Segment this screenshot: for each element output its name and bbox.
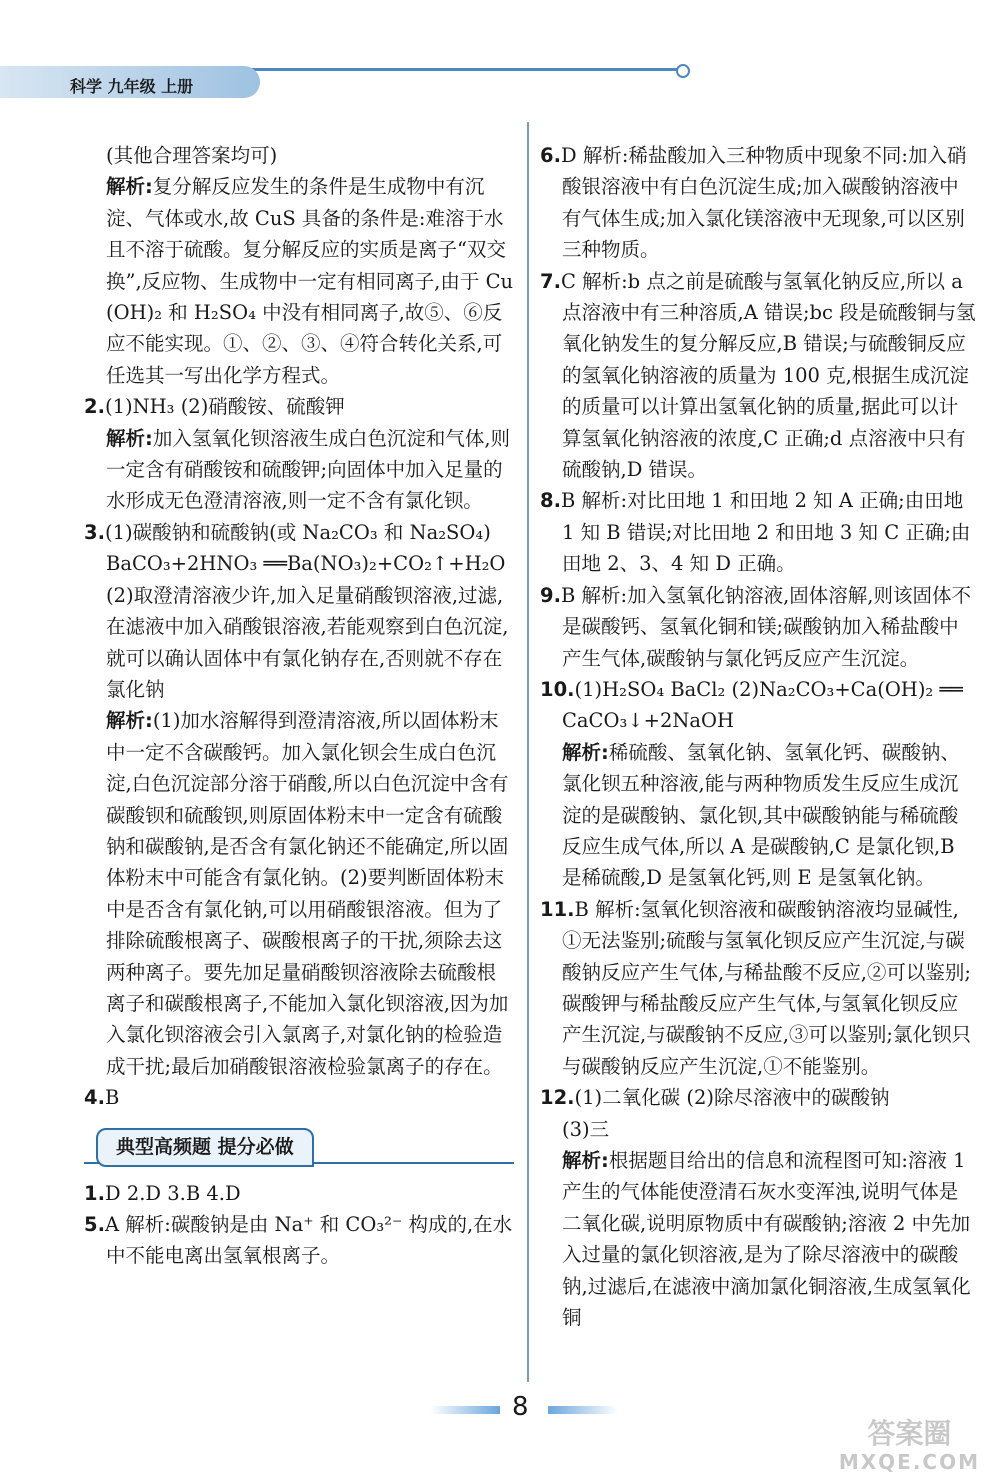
answer-item [540,1114,976,1145]
answer-text: (1)NH₃ (2)硝酸铵、硫酸钾 [104,395,345,419]
analysis-label: 解析: [106,426,153,450]
answer-item [540,1082,976,1113]
answer-text: C 解析:b 点之前是硫酸与氢氧化钠反应,所以 a 点溶液中有三种溶质,A 错误;bc 段是硫酸铜与氢氧化钠发生的复分解反应,B 错误;与硫酸铜反应的氢氧化钠溶液的质量为 100 克,根据生成沉淀的质量可以计算出氢氧化钠的质量,据此可以计算氢氧化钠溶液的浓度,C 正确;d 点溶液中只有硫酸钠,D 错误。 [560,269,976,482]
answer-text: 加入氢氧化钡溶液生成白色沉淀和气体,则一定含有硝酸铵和硫酸钾;向固体中加入足量的水形成无色澄清溶液,则一定不含有氯化钡。 [106,426,511,513]
analysis-label: 解析: [106,709,153,733]
left-column [84,140,514,1272]
watermark-line1: 答案圈 [867,1417,952,1450]
answer-text: 根据题目给出的信息和流程图可知:溶液 1 产生的气体能使澄清石灰水变浑浊,说明气体是二氧化碳,说明原物质中有碳酸钠;溶液 2 中先加入过量的氯化钡溶液,是为了除尽溶液中的碳酸钠,过滤后,在滤液中滴加氯化铜溶液,生成氢氧化铜 [562,1149,971,1330]
answer-item [540,140,976,266]
answer-number: 5. [84,1213,105,1236]
answer-item [84,1209,514,1272]
answer-item [84,517,514,548]
answer-item [540,894,976,1082]
answer-item [540,485,976,579]
answer-number: 12. [540,1086,575,1110]
section-title: 典型高频题 提分必做 [96,1128,314,1167]
right-answer-list [540,140,976,1333]
left-answer-list-2 [84,1178,514,1272]
answer-text: (1)二氧化碳 (2)除尽溶液中的碳酸钠 [574,1086,890,1110]
section-heading [84,1124,514,1172]
answer-text: B 解析:加入氢氧化钠溶液,固体溶解,则该固体不是碳酸钙、氢氧化铜和镁;碳酸钠加入稀盐酸中产生气体,碳酸钠与氯化钙反应产生沉淀。 [560,583,971,670]
answer-item [84,580,514,706]
left-answer-list [84,140,514,1114]
analysis-label: 解析: [562,1149,609,1172]
answer-number: 8. [540,489,561,513]
answer-number: 1. [84,1181,105,1205]
answer-text: D 解析:稀盐酸加入三种物质中现象不同:加入硝酸银溶液中有白色沉淀生成;加入碳酸钠溶液中有气体生成;加入氯化镁溶液中无现象,可以区别三种物质。 [560,144,967,262]
answer-text: (2)取澄清溶液少许,加入足量硝酸钡溶液,过滤,在滤液中加入硝酸银溶液,若能观察到白色沉淀,就可以确认固体中有氯化钠存在,否则就不存在氯化钠 [106,583,509,701]
header-dot [676,64,690,78]
answer-number: 6. [540,144,561,167]
answer-item [540,737,976,894]
right-column [540,140,976,1333]
answer-text: (1)碳酸钠和硫酸钠(或 Na₂CO₃ 和 Na₂SO₄) [104,520,491,544]
answer-text: (1)H₂SO₄ BaCl₂ (2)Na₂CO₃+Ca(OH)₂ ══CaCO₃↓+2NaOH [562,677,963,733]
footer-bar-left [430,1406,500,1414]
page-number: 8 [512,1392,529,1422]
answer-item [540,266,976,486]
header-title: 科学 九年级 上册 [70,77,194,96]
answer-number: 11. [540,897,575,921]
answer-text: 复分解反应发生的条件是生成物中有沉淀、气体或水,故 CuS 具备的条件是:难溶于水且不溶于硫酸。复分解反应的实质是离子“双交换”,反应物、生成物中一定有相同离子,由于 Cu(OH)₂ 和 H₂SO₄ 中没有相同离子,故⑤、⑥反应不能实现。①、②、③、④符合转化关系,可任选其一写出化学方程式。 [106,175,514,387]
answer-item [540,580,976,674]
page-header [0,58,700,100]
answer-item [84,705,514,1082]
answer-number: 9. [540,583,561,607]
answer-text: BaCO₃+2HNO₃ ══Ba(NO₃)₂+CO₂↑+H₂O [106,552,506,576]
answer-text: (其他合理答案均可) [106,144,278,167]
answer-item [84,1178,514,1209]
answer-number: 4. [84,1086,105,1110]
answer-item [84,391,514,422]
answer-number: 2. [84,395,105,419]
answer-text: B 解析:氢氧化钡溶液和碳酸钠溶液均显碱性,①无法鉴别;硫酸与氢氧化钡反应产生沉淀,与碳酸钠反应产生气体,与稀盐酸不反应,②可以鉴别;碳酸钾与稀盐酸反应产生气体,与氢氧化钡反应产生沉淀,与碳酸钠不反应,③可以鉴别;氯化钡只与碳酸钠反应产生沉淀,①不能鉴别。 [562,897,971,1078]
watermark-line2: MXQE.COM [838,1450,980,1474]
answer-number: 7. [540,269,561,293]
answer-text: (1)加水溶解得到澄清溶液,所以固体粉末中一定不含碳酸钙。加入氯化钡会生成白色沉淀,白色沉淀部分溶于硝酸,所以白色沉淀中含有碳酸钡和硫酸钡,则原固体粉末中一定含有硫酸钠和碳酸钠,是否含有氯化钠还不能确定,所以固体粉末中可能含有氯化钠。(2)要判断固体粉末中是否含有氯化钠,可以用硝酸银溶液。但为了排除硫酸根离子、碳酸根离子的干扰,须除去这两种离子。要先加足量硝酸钡溶液除去硫酸根离子和碳酸根离子,不能加入氯化钡溶液,因为加入氯化钡溶液会引入氯离子,对氯化钠的检验造成干扰;最后加硝酸银溶液检验氯离子的存在。 [106,709,509,1078]
analysis-label: 解析: [562,740,609,764]
answer-text: D 2.D 3.B 4.D [104,1181,241,1205]
answer-item [540,674,976,737]
answer-item [84,140,514,171]
answer-number: 10. [540,677,575,701]
answer-item [84,423,514,517]
column-divider [527,122,529,1382]
analysis-label: 解析: [106,175,153,199]
footer-bar-right [548,1406,618,1414]
answer-text: A 解析:碳酸钠是由 Na⁺ 和 CO₃²⁻ 构成的,在水中不能电离出氢氧根离子。 [104,1213,513,1268]
answer-item [84,1082,514,1113]
answer-number: 3. [84,520,105,544]
answer-item [84,171,514,391]
answer-text: B 解析:对比田地 1 和田地 2 知 A 正确;由田地 1 知 B 错误;对比田地 2 和田地 3 知 C 正确;由田地 2、3、4 知 D 正确。 [560,489,971,576]
answer-item [84,548,514,579]
watermark-logo [838,1417,980,1476]
answer-item [540,1145,976,1333]
answer-text: (3)三 [562,1117,610,1141]
answer-text: B [104,1086,120,1110]
answer-text: 稀硫酸、氢氧化钠、氢氧化钙、碳酸钠、氯化钡五种溶液,能与两种物质发生反应生成沉淀的是碳酸钠、氯化钡,其中碳酸钠能与稀硫酸反应生成气体,所以 A 是碳酸钠,C 是氯化钡,B 是稀硫酸,D 是氢氧化钙,则 E 是氢氧化钠。 [562,740,960,890]
